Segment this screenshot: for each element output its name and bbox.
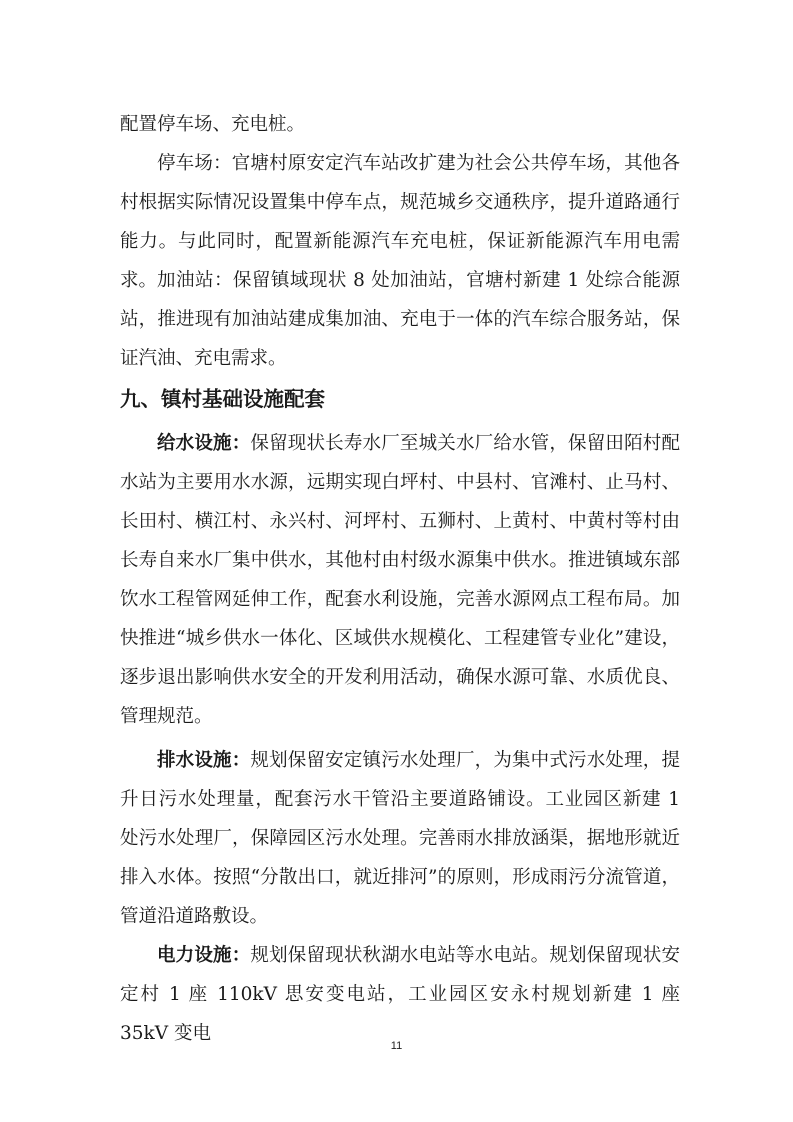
- paragraph-gas-station: 加油站：保留镇域现状 8 处加油站，官塘村新建 1 处综合能源站，推进现有加油站建成集加油、充电于一体的汽车综合服务站，保证汽油、充电需求。: [120, 270, 680, 369]
- paragraph-power: [120, 936, 680, 1053]
- drainage-lead: 排水设施：: [157, 750, 251, 771]
- water-supply-text: 保留现状长寿水厂至城关水厂给水管，保留田陌村配水站为主要用水水源，远期实现白坪村、中县村、官滩村、止马村、长田村、横江村、永兴村、河坪村、五狮村、上黄村、中黄村等村由长寿自来水厂集中供水，其他村由村级水源集中供水。推进镇域东部饮水工程管网延伸工作，配套水利设施，完善水源网点工程布局。加快推进“城乡供水一体化、区域供水规模化、工程建管专业化”建设，逐步退出影响供水安全的开发利用活动，确保水源可靠、水质优良、管理规范。: [120, 433, 680, 727]
- paragraph-charging-intro: 配置停车场、充电桩。: [120, 114, 306, 135]
- paragraph-water-supply: [120, 424, 680, 736]
- power-lead: 电力设施：: [157, 945, 251, 966]
- page-number: 11: [390, 1040, 403, 1052]
- section-heading: 九、镇村基础设施配套: [120, 387, 325, 411]
- water-supply-lead: 给水设施：: [157, 433, 251, 454]
- drainage-text: 规划保留安定镇污水处理厂，为集中式污水处理，提升日污水处理量，配套污水干管沿主要道路铺设。工业园区新建 1 处污水处理厂，保障园区污水处理。完善雨水排放涵渠，据地形就近排入水体。按照“分散出口，就近排河”的原则，形成雨污分流管道，管道沿道路敷设。: [120, 750, 680, 927]
- paragraph-parking: 停车场：官塘村原安定汽车站改扩建为社会公共停车场，其他各村根据实际情况设置集中停车点，规范城乡交通秩序，提升道路通行能力。与此同时，配置新能源汽车充电桩，保证新能源汽车用电需求。: [120, 153, 680, 291]
- paragraph-drainage: [120, 741, 680, 936]
- power-text: 规划保留现状秋湖水电站等水电站。规划保留现状安定村 1 座 110kV 思安变电站，工业园区安永村规划新建 1 座 35kV 变电: [120, 945, 680, 1044]
